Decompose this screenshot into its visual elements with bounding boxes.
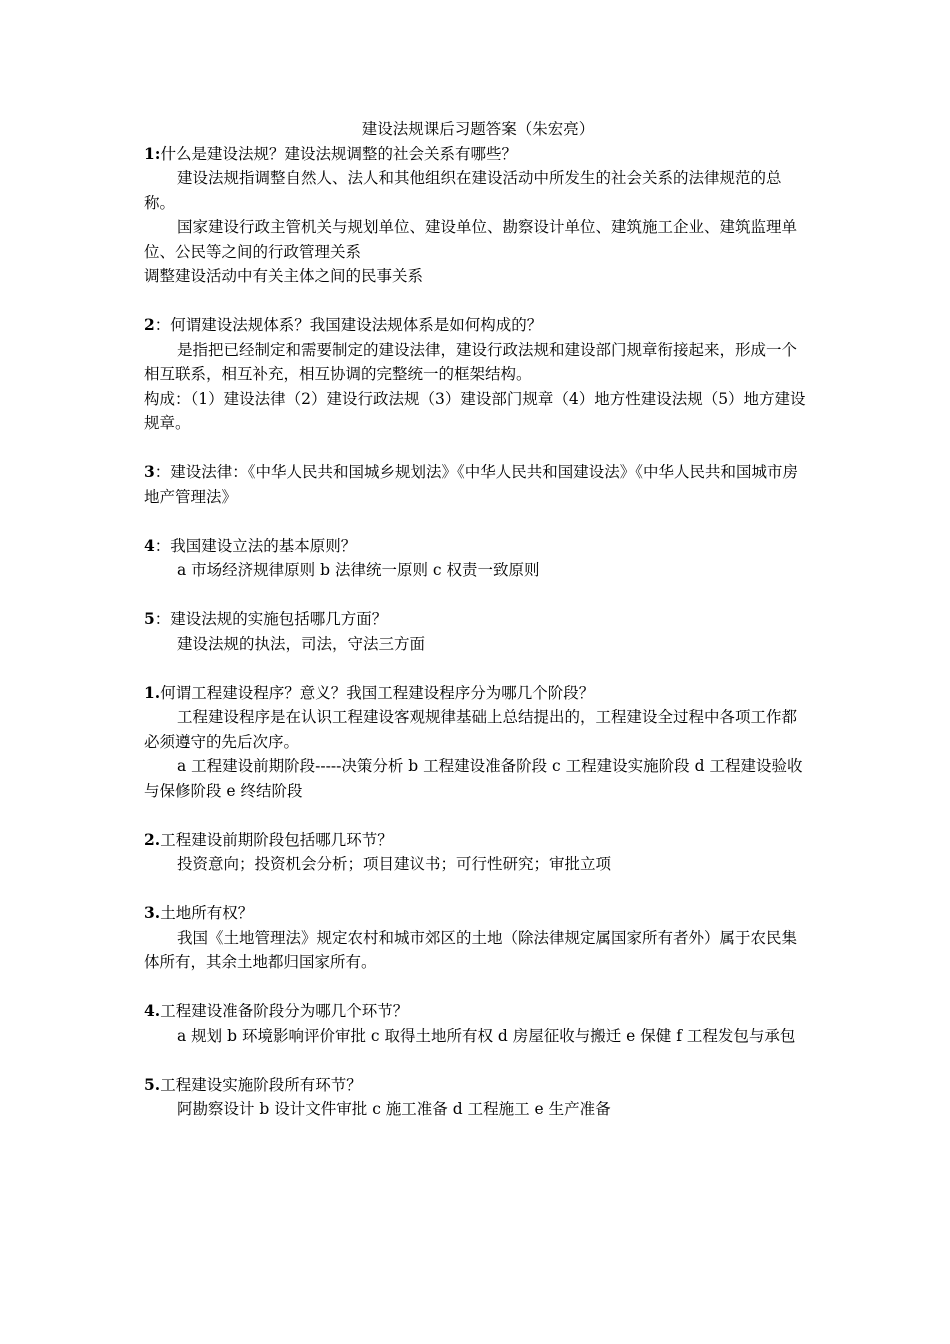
question-number: 5	[144, 609, 155, 628]
section-8	[144, 901, 812, 975]
spacer	[144, 656, 812, 681]
document-title: 建设法规课后习题答案（朱宏亮）	[361, 120, 595, 138]
question-text: ：何谓建设法规体系？我国建设法规体系是如何构成的？	[154, 316, 543, 334]
document-page	[144, 117, 812, 1122]
answer-paragraph: 工程建设程序是在认识工程建设客观规律基础上总结提出的，工程建设全过程中各项工作都必须遵守的先后次序。	[144, 708, 798, 751]
answer-paragraph: 调整建设活动中有关主体之间的民事关系	[144, 267, 424, 285]
question-text: 何谓工程建设程序？意义？我国工程建设程序分为哪几个阶段？	[160, 683, 595, 702]
section-1	[144, 142, 812, 289]
question-heading	[144, 460, 812, 509]
answer-paragraph: 建设法规指调整自然人、法人和其他组织在建设活动中所发生的社会关系的法律规范的总称。	[144, 169, 782, 212]
question-number: 3	[144, 462, 155, 481]
question-number: 1:	[144, 143, 161, 163]
question-heading	[144, 828, 812, 853]
question-number: 2.	[144, 829, 161, 849]
question-heading	[144, 999, 812, 1024]
question-heading	[144, 142, 812, 167]
answer-paragraph: 投资意向；投资机会分析；项目建议书；可行性研究；审批立项	[177, 855, 612, 873]
spacer	[144, 1048, 812, 1073]
section-6	[144, 681, 812, 804]
question-text: 什么是建设法规？建设法规调整的社会关系有哪些？	[160, 144, 518, 163]
spacer	[144, 877, 812, 902]
spacer	[144, 436, 812, 461]
section-9	[144, 999, 812, 1048]
question-number: 3.	[144, 903, 161, 922]
question-text: 工程建设实施阶段所有环节？	[160, 1075, 362, 1094]
section-10	[144, 1073, 812, 1122]
spacer	[144, 583, 812, 608]
spacer	[144, 509, 812, 534]
spacer	[144, 975, 812, 1000]
answer-paragraph: 是指把已经制定和需要制定的建设法律，建设行政法规和建设部门规章衔接起来，形成一个相互联系，相互补充，相互协调的完整统一的框架结构。	[144, 340, 798, 383]
question-text: ：建设法规的实施包括哪几方面？	[154, 610, 388, 628]
answer-paragraph: 国家建设行政主管机关与规划单位、建设单位、勘察设计单位、建筑施工企业、建筑监理单位、公民等之间的行政管理关系	[144, 218, 798, 261]
answer-paragraph: 我国《土地管理法》规定农村和城市郊区的土地（除法律规定属国家所有者外）属于农民集体所有，其余土地都归国家所有。	[144, 928, 798, 971]
question-heading	[144, 534, 812, 559]
question-number: 1.	[144, 682, 161, 702]
question-text: 工程建设准备阶段分为哪几个环节？	[160, 1002, 409, 1020]
question-text: 土地所有权？	[160, 904, 254, 922]
section-4	[144, 534, 812, 583]
question-text: 工程建设前期阶段包括哪几环节？	[160, 830, 393, 849]
question-heading	[144, 607, 812, 632]
question-number: 4	[144, 535, 155, 555]
question-number: 5.	[144, 1074, 161, 1094]
answer-paragraph: 建设法规的执法，司法，守法三方面	[177, 634, 426, 653]
answer-paragraph: a 市场经济规律原则 b 法律统一原则 c 权责一致原则	[177, 561, 540, 579]
section-2	[144, 313, 812, 436]
question-number: 4.	[144, 1001, 161, 1020]
question-text: ：我国建设立法的基本原则？	[154, 536, 357, 555]
question-text: ：建设法律：《中华人民共和国城乡规划法》《中华人民共和国建设法》《中华人民共和国城市房地产管理法》	[144, 463, 799, 506]
answer-paragraph: 构成：（1）建设法律（2）建设行政法规（3）建设部门规章（4）地方性建设法规（5）地方建设规章。	[144, 389, 806, 432]
question-heading	[144, 1073, 812, 1098]
question-heading	[144, 313, 812, 338]
answer-paragraph: 阿勘察设计 b 设计文件审批 c 施工准备 d 工程施工 e 生产准备	[177, 1100, 611, 1118]
question-heading	[144, 681, 812, 706]
spacer	[144, 803, 812, 828]
section-3	[144, 460, 812, 509]
section-7	[144, 828, 812, 877]
answer-paragraph: a 规划 b 环境影响评价审批 c 取得土地所有权 d 房屋征收与搬迁 e 保健 f 工程发包与承包	[177, 1026, 796, 1045]
question-heading	[144, 901, 812, 926]
spacer	[144, 289, 812, 314]
answer-paragraph: a 工程建设前期阶段-----决策分析 b 工程建设准备阶段 c 工程建设实施阶段 d 工程建设验收与保修阶段 e 终结阶段	[144, 757, 803, 800]
question-number: 2	[144, 315, 155, 334]
section-5	[144, 607, 812, 656]
